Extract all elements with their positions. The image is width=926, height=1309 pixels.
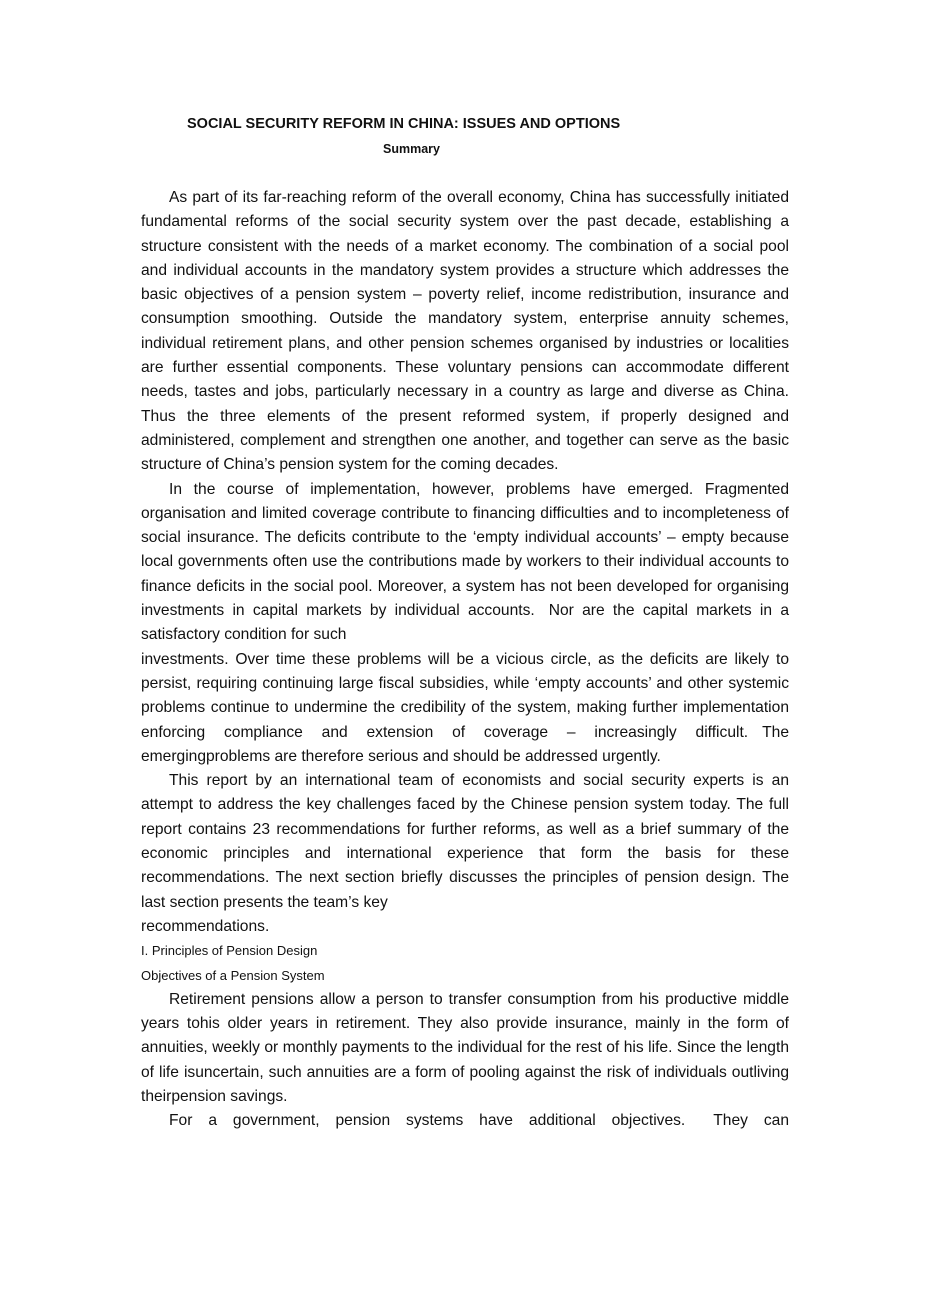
paragraph-text: In the course of implementation, however, problems have emerged. Fragmented organisation and limited coverage contribute to financing difficulties and to incompleteness of social insurance. The deficits contribute to the ‘empty individual accounts’ – empty because local governments often use the contributions made by workers to their individual accounts to finance deficits in the social pool. Moreover, a system has not been developed for organising investments in capital markets by individual accounts.	[141, 480, 789, 620]
paragraph-text: Nor are the capital markets in a satisfactory condition for such	[141, 602, 789, 644]
section-heading: I. Principles of Pension Design	[141, 943, 318, 959]
subsection-heading: Objectives of a Pension System	[141, 967, 325, 983]
paragraph-reform-overview	[141, 186, 789, 478]
paragraph-text: As part of its far-reaching reform of the overall economy, China has successfully initiated fundamental reforms of the social security system over the past decade, establishing a structure consistent with the needs of a market economy. The combination of a social pool and individual accounts in the mandatory system provides a structure which addresses the basic objectives of a pension system – poverty relief, income redistribution, insurance and consumption smoothing. Outside the mandatory system, enterprise annuity schemes, individual retirement plans, and other pension schemes organised by industries or localities are further essential components. These voluntary pensions can accommodate different needs, tastes and jobs, particularly necessary in a country as large and diverse as China. Thus the three elements of the present reformed system, if properly designed and administered, complement and strengthen one another, and together can serve as the basic structure of China’s pension system for the coming decades.	[141, 189, 789, 474]
paragraph-text: investments. Over time these problems will be a vicious circle, as the deficits are likely to persist, requiring continuing large fiscal subsidies, while ‘empty accounts’ and other systemic problems continue to undermine the credibility of the system, making further implementation enforcing compliance and extension of coverage – increasingly difficult.	[141, 650, 789, 741]
document-subtitle: Summary	[383, 142, 440, 156]
paragraph-text: This report by an international team of economists and social security experts is an attempt to address the key challenges faced by the Chinese pension system today. The full report contains 23 recommendations for further reforms, as well as a brief summary of the economic principles and international experience that form the basis for these recommendations. The next section briefly discusses the principles of pension design. The last section presents the team’s key	[141, 772, 789, 911]
paragraph-report-description	[141, 769, 789, 915]
paragraph-retirement-pensions	[141, 988, 789, 1109]
paragraph-government-objectives	[141, 1109, 789, 1133]
paragraph-implementation-problems	[141, 478, 789, 770]
document-body	[141, 186, 789, 1134]
paragraph-text: They can	[713, 1112, 789, 1130]
paragraph-text: The emergingproblems are therefore serious and should be addressed urgently.	[141, 723, 789, 765]
paragraph-report-continuation	[141, 915, 789, 939]
paragraph-text: recommendations.	[141, 917, 270, 935]
paragraph-text: Retirement pensions allow a person to transfer consumption from his productive middle years tohis older years in retirement. They also provide insurance, mainly in the form of annuities, weekly or monthly payments to the individual for the rest of his life. Since the length of life isuncertain, such annuities are a form of pooling against the risk of individuals outliving theirpension savings.	[141, 990, 789, 1105]
document-title: SOCIAL SECURITY REFORM IN CHINA: ISSUES AND OPTIONS	[187, 116, 621, 132]
paragraph-text: For a government, pension systems have additional objectives.	[169, 1112, 686, 1130]
